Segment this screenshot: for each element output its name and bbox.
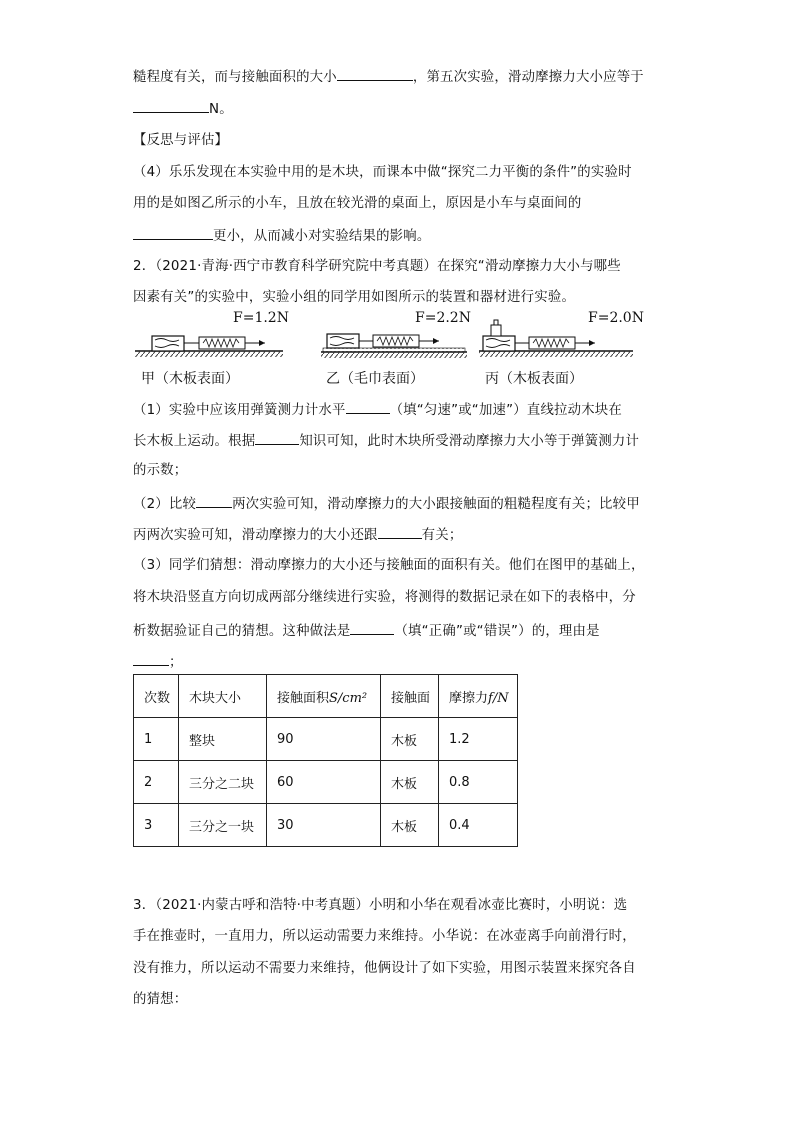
table-cell: 2 xyxy=(134,761,179,804)
text: 丙两次实验可知，滑动摩擦力的大小还跟 xyxy=(133,528,378,543)
answer-blank[interactable] xyxy=(133,98,209,113)
caption-jia: 甲（木板表面） xyxy=(141,371,239,387)
table-cell: 木板 xyxy=(381,761,439,804)
answer-blank[interactable] xyxy=(133,225,213,240)
answer-blank[interactable] xyxy=(133,651,169,666)
unit: f/N xyxy=(488,690,509,706)
q3-line-4: 的猜想： xyxy=(133,992,188,1007)
table-cell: 60 xyxy=(267,761,381,804)
q2-p1-line-1 xyxy=(133,399,622,421)
q1-p4-line-3 xyxy=(133,225,430,247)
reflect-heading: 【反思与评估】 xyxy=(133,133,229,148)
caption-yi: 乙（毛巾表面） xyxy=(326,371,424,387)
text: ； xyxy=(169,655,183,670)
table-cell: 3 xyxy=(134,804,179,847)
experiment-figure xyxy=(133,306,653,396)
table-cell: 90 xyxy=(267,718,381,761)
header-cell: 接触面 xyxy=(381,675,439,718)
header-cell xyxy=(267,675,381,718)
q2-p1-line-2 xyxy=(133,430,639,452)
q2-p2-line-2 xyxy=(133,524,462,546)
answer-blank[interactable] xyxy=(378,524,422,539)
table-cell: 木板 xyxy=(381,718,439,761)
table-header-row xyxy=(134,675,518,718)
table-cell: 1.2 xyxy=(439,718,518,761)
q2-p1-line-3: 的示数； xyxy=(133,463,188,478)
q2-p3-line-3 xyxy=(133,620,600,642)
text: ，第五次实验，滑动摩擦力大小应等于 xyxy=(412,70,644,85)
q3-line-2: 手在推壶时，一直用力，所以运动需要力来维持。小华说：在冰壶离手向前滑行时， xyxy=(133,929,636,944)
table-row xyxy=(134,761,518,804)
wood-block xyxy=(327,334,359,348)
wood-block xyxy=(152,336,184,351)
header-cell: 木块大小 xyxy=(179,675,267,718)
table-row xyxy=(134,804,518,847)
q2-stem-line-2: 因素有关”的实验中，实验小组的同学用如图所示的装置和器材进行实验。 xyxy=(133,290,576,305)
q1-line-2 xyxy=(133,98,233,120)
unit: S/cm² xyxy=(329,690,368,706)
text: （1）实验中应该用弹簧测力计水平 xyxy=(133,403,346,418)
data-table xyxy=(133,674,518,847)
q2-stem-line-1: 2．（2021·青海·西宁市教育科学研究院中考真题）在探究“滑动摩擦力大小与哪些 xyxy=(133,259,621,274)
q1-p4-line-1: （4）乐乐发现在本实验中用的是木块，而课本中做“探究二力平衡的条件”的实验时 xyxy=(133,165,632,180)
table-cell: 1 xyxy=(134,718,179,761)
text: 糙程度有关，而与接触面积的大小 xyxy=(133,70,337,85)
table-cell: 木板 xyxy=(381,804,439,847)
table-cell: 三分之二块 xyxy=(179,761,267,804)
text: 摩擦力 xyxy=(449,690,489,706)
text: 有关； xyxy=(421,528,463,543)
answer-blank[interactable] xyxy=(350,620,394,635)
table-cell: 整块 xyxy=(179,718,267,761)
answer-blank[interactable] xyxy=(337,66,413,81)
answer-blank[interactable] xyxy=(196,493,232,508)
q3-line-1: 3．（2021·内蒙古呼和浩特·中考真题）小明和小华在观看冰壶比赛时，小明说：选 xyxy=(133,898,628,913)
table-cell: 0.4 xyxy=(439,804,518,847)
header-cell xyxy=(439,675,518,718)
answer-blank[interactable] xyxy=(346,399,390,414)
q1-line-1 xyxy=(133,66,644,88)
weight xyxy=(491,325,501,336)
text: 两次实验可知，滑动摩擦力的大小跟接触面的粗糙程度有关；比较甲 xyxy=(232,497,640,512)
text: 更小，从而减小对实验结果的影响。 xyxy=(213,229,431,244)
q2-p2-line-1 xyxy=(133,493,640,515)
force-label-bing: F=2.0N xyxy=(588,310,644,326)
text: （2）比较 xyxy=(133,497,197,512)
table-cell: 30 xyxy=(267,804,381,847)
table-cell: 三分之一块 xyxy=(179,804,267,847)
text: 接触面积 xyxy=(277,690,330,706)
text: （填“正确”或“错误”）的，理由是 xyxy=(394,624,600,639)
table-row xyxy=(134,718,518,761)
header-cell: 次数 xyxy=(134,675,179,718)
q2-p3-line-2: 将木块沿竖直方向切成两部分继续进行实验，将测得的数据记录在如下的表格中，分 xyxy=(133,590,636,605)
q3-line-3: 没有推力，所以运动不需要力来维持，他俩设计了如下实验，用图示装置来探究各自 xyxy=(133,961,636,976)
text: 长木板上运动。根据 xyxy=(133,434,256,449)
caption-bing: 丙（木板表面） xyxy=(485,371,583,387)
text: 析数据验证自己的猜想。这种做法是 xyxy=(133,624,351,639)
text: （填“匀速”或“加速”）直线拉动木块在 xyxy=(389,403,622,418)
q2-p3-line-1: （3）同学们猜想：滑动摩擦力的大小还与接触面的面积有关。他们在图甲的基础上， xyxy=(133,558,645,573)
force-label-jia: F=1.2N xyxy=(233,310,289,326)
answer-blank[interactable] xyxy=(255,430,299,445)
force-label-yi: F=2.2N xyxy=(415,310,471,326)
q1-p4-line-2: 用的是如图乙所示的小车，且放在较光滑的桌面上，原因是小车与桌面间的 xyxy=(133,196,582,211)
table-cell: 0.8 xyxy=(439,761,518,804)
text: N。 xyxy=(209,102,233,117)
text: 知识可知，此时木块所受滑动摩擦力大小等于弹簧测力计 xyxy=(299,434,640,449)
wood-block xyxy=(483,336,515,351)
panel-jia xyxy=(135,336,283,357)
q2-p3-line-4 xyxy=(133,651,183,673)
panel-yi xyxy=(321,334,467,358)
